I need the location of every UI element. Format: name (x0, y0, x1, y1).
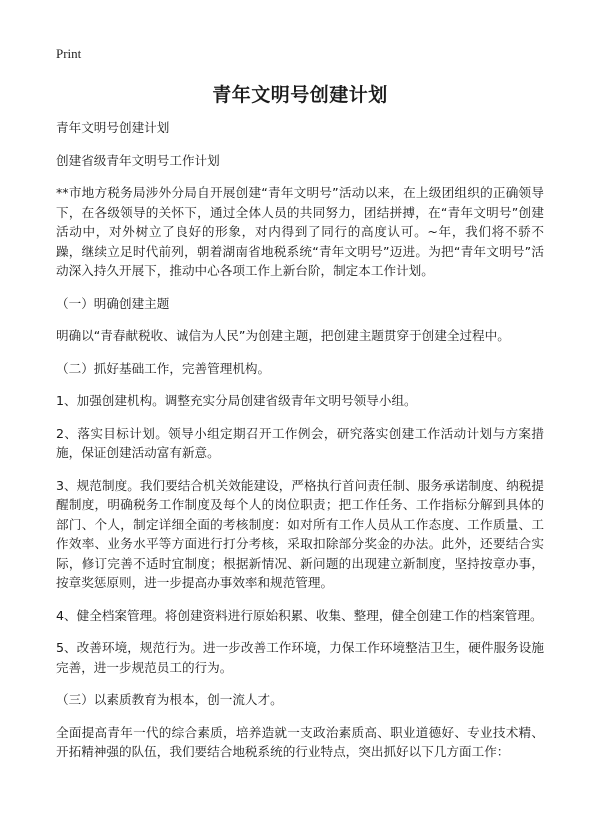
paragraph-intro: **市地方税务局涉外分局自开展创建“青年文明号”活动以来，在上级团组织的正确领导下，在各级领导的关怀下，通过全体人员的共同努力，团结拼搏，在“青年文明号”创建活动中，对外树立了良好的形象，对内得到了同行的高度认可。~年，我们将不骄不躁，继续立足时代前列，朝着湖南省地税系统“青年文明号”迈进。为把“青年文明号”活动深入持久开展下，推动中心各项工作上新台阶，制定本工作计划。 (56, 185, 544, 278)
list-item-1: 1、加强创建机构。调整充实分局创建省级青年文明号领导小组。 (56, 393, 417, 408)
section-heading-1: （一）明确创建主题 (56, 295, 170, 311)
section-heading-2: （二）抓好基础工作，完善管理机构。 (56, 360, 271, 376)
print-link[interactable]: Print (56, 46, 82, 61)
paragraph-theme: 明确以“青春献税收、诚信为人民”为创建主题，把创建主题贯穿于创建全过程中。 (56, 328, 510, 343)
paragraph-quality: 全面提高青年一代的综合素质，培养造就一支政治素质高、职业道德好、专业技术精、开拓精神强的队伍，我们要结合地税系统的行业特点，突出抓好以下几方面工作： (56, 724, 544, 759)
paragraph-subtitle: 青年文明号创建计划 (56, 120, 170, 135)
paragraph-heading: 创建省级青年文明号工作计划 (56, 152, 220, 168)
list-item-2: 2、落实目标计划。领导小组定期召开工作例会，研究落实创建工作活动计划与方案措施，保证创建活动富有新意。 (56, 425, 544, 460)
document-title: 青年文明号创建计划 (212, 84, 388, 106)
list-item-4: 4、健全档案管理。将创建资料进行原始积累、收集、整理，健全创建工作的档案管理。 (56, 607, 543, 623)
document-body (56, 118, 544, 775)
list-item-5: 5、改善环境，规范行为。进一步改善工作环境，力保工作环境整洁卫生，硬件服务设施完善，进一步规范员工的行为。 (56, 640, 544, 675)
list-item-3: 3、规范制度。我们要结合机关效能建设，严格执行首问责任制、服务承诺制度、纳税提醒制度，明确税务工作制度及每个人的岗位职责；把工作任务、工作指标分解到具体的部门、个人，制定详细全面的考核制度：如对所有工作人员从工作态度、工作质量、工作效率、业务水平等方面进行打分考核，采取扣除部分奖金的办法。此外，还要结合实际，修订完善不适时宜制度；根据新情况、新问题的出现建立新制度，坚持按章办事，按章奖惩原则，进一步提高办事效率和规范管理。 (56, 477, 544, 590)
section-heading-3: （三）以素质教育为根本，创一流人才。 (56, 692, 283, 707)
